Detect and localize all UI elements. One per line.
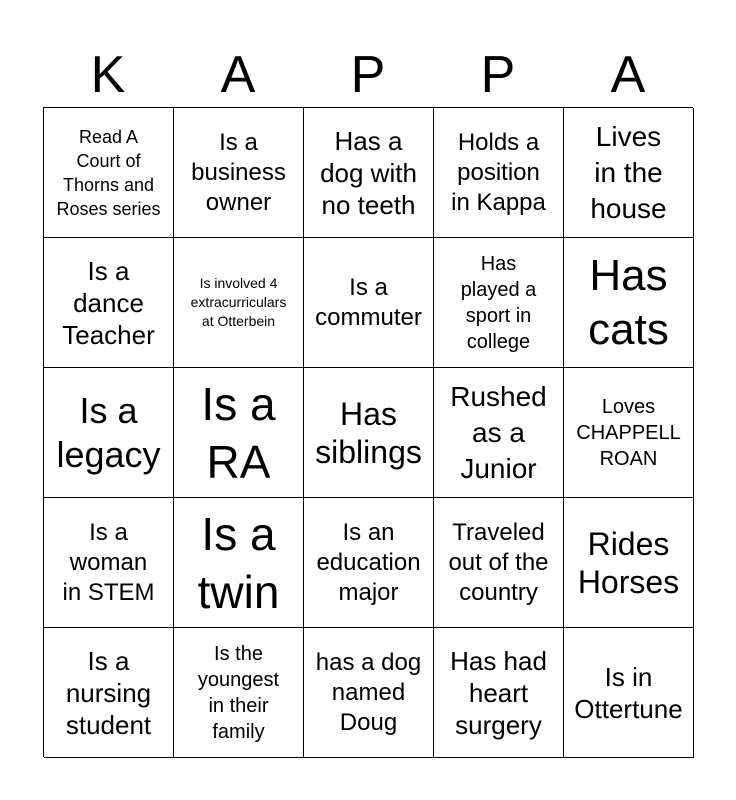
header-letter-k: K [90,46,126,104]
bingo-cell[interactable] [564,368,694,498]
cell-text: Has siblings [315,395,422,470]
cell-text: Lives in the house [590,120,667,224]
cell-text: Is a dance Teacher [62,255,155,350]
bingo-cell[interactable] [174,498,304,628]
cell-text: Is a commuter [315,273,422,331]
bingo-board [43,107,693,757]
bingo-cell[interactable] [174,628,304,758]
cell-text: Is the youngest in their family [197,642,280,743]
header-letter-p: P [350,46,386,104]
bingo-header [43,44,693,106]
cell-text: Has had heart surgery [450,645,547,740]
bingo-cell[interactable] [304,628,434,758]
bingo-cell[interactable] [564,498,694,628]
cell-text: Is a nursing student [65,645,152,740]
bingo-cell[interactable] [304,498,434,628]
header-letter-p-2: P [480,46,516,104]
cell-text: Read A Court of Thorns and Roses series [56,126,161,219]
cell-text: Loves CHAPPELL ROAN [576,395,681,470]
bingo-cell[interactable] [304,108,434,238]
cell-text: Traveled out of the country [448,518,549,606]
cell-text: Has a dog with no teeth [320,125,417,220]
cell-text: Has played a sport in college [460,252,537,353]
bingo-cell[interactable] [44,628,174,758]
bingo-cell[interactable] [564,238,694,368]
bingo-cell[interactable] [434,628,564,758]
cell-text: Is involved 4 extracurriculars at Otterbein [190,275,287,329]
bingo-cell[interactable] [304,368,434,498]
cell-text: Is a twin [197,507,280,618]
cell-text: Is a RA [201,377,276,488]
bingo-cell[interactable] [564,108,694,238]
cell-text: Is a legacy [56,389,161,475]
cell-text: Rushed as a Junior [450,380,547,484]
cell-text: Rides Horses [577,525,680,600]
cell-text: Is in Ottertune [574,661,683,724]
bingo-cell[interactable] [44,368,174,498]
bingo-cell[interactable] [44,108,174,238]
cell-text: Is a business owner [191,128,286,216]
bingo-cell[interactable] [434,238,564,368]
bingo-cell[interactable] [174,238,304,368]
bingo-cell[interactable] [434,368,564,498]
cell-text: Has cats [588,250,669,354]
bingo-cell[interactable] [434,498,564,628]
bingo-cell[interactable] [564,628,694,758]
header-letter-a: A [220,46,256,104]
bingo-cell[interactable] [174,108,304,238]
bingo-cell[interactable] [174,368,304,498]
cell-text: Holds a position in Kappa [451,128,546,216]
bingo-cell[interactable] [304,238,434,368]
header-letter-a-2: A [610,46,646,104]
bingo-cell[interactable] [434,108,564,238]
cell-text: Is a woman in STEM [62,518,155,606]
cell-text: has a dog named Doug [315,648,422,736]
bingo-cell[interactable] [44,498,174,628]
cell-text: Is an education major [316,518,421,606]
bingo-cell[interactable] [44,238,174,368]
